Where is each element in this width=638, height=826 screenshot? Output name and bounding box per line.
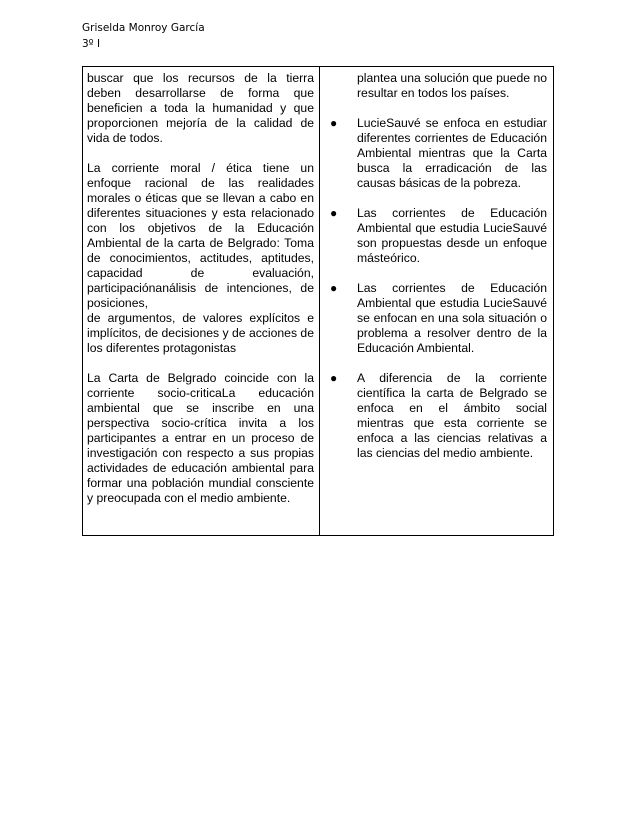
left-paragraph-2b: de argumentos, de valores explícitos e implícitos, de decisiones y de acciones de los diferentes protagonistas — [87, 311, 314, 355]
bullet-icon: ● — [330, 281, 338, 295]
list-item-text: A diferencia de la corriente científica la carta de Belgrado se enfoca en el ámbito social mientras que esta corriente se enfoca a las ciencias relativas a las ciencias del medio ambiente. — [357, 371, 547, 460]
author-name: Griselda Monroy García — [82, 22, 205, 34]
list-item-text: Las corrientes de Educación Ambiental que estudia LucieSauvé son propuestas desde un enfoque másteórico. — [357, 206, 547, 265]
group-label: 3º I — [82, 38, 101, 50]
left-paragraph-1: buscar que los recursos de la tierra deben desarrollarse de forma que beneficien a toda la humanidad y que proporcionen mejoría de la calidad de vida de todos. — [87, 71, 314, 145]
table-cell-right — [320, 67, 553, 535]
table-cell-left — [83, 67, 320, 535]
list-item — [328, 206, 547, 266]
bullet-icon: ● — [330, 371, 338, 385]
list-item-text: LucieSauvé se enfoca en estudiar diferentes corrientes de Educación Ambiental mientras que la Carta busca la erradicación de las causas básicas de la pobreza. — [357, 116, 547, 190]
list-item — [328, 116, 547, 191]
left-paragraph-3: La Carta de Belgrado coincide con la corriente socio-criticaLa educación ambiental que se inscribe en una perspectiva socio-crítica invita a los participantes a entrar en un proceso de investigación con respecto a sus propias actividades de educación ambiental para formar una población mundial consciente y preocupada con el medio ambiente. — [87, 371, 314, 505]
right-continuation: plantea una solución que puede no resultar en todos los países. — [357, 71, 547, 100]
list-item — [328, 281, 547, 356]
page-header — [82, 20, 205, 52]
bullet-icon: ● — [330, 206, 338, 220]
left-paragraph-2: La corriente moral / ética tiene un enfoque racional de las realidades morales o éticas que se llevan a cabo en diferentes situaciones y esta relacionado con los objetivos de la Educación Ambiental de la carta de Belgrado: Toma de conocimientos, actitudes, aptitudes, capacidad de evaluación, participaciónanálisis de intenciones, de posiciones, — [87, 161, 314, 310]
comparison-table — [82, 66, 554, 536]
list-item-text: Las corrientes de Educación Ambiental que estudia LucieSauvé se enfocan en una sola situación o problema a resolver dentro de la Educación Ambiental. — [357, 281, 547, 355]
list-item — [328, 371, 547, 461]
bullet-icon: ● — [330, 116, 338, 130]
